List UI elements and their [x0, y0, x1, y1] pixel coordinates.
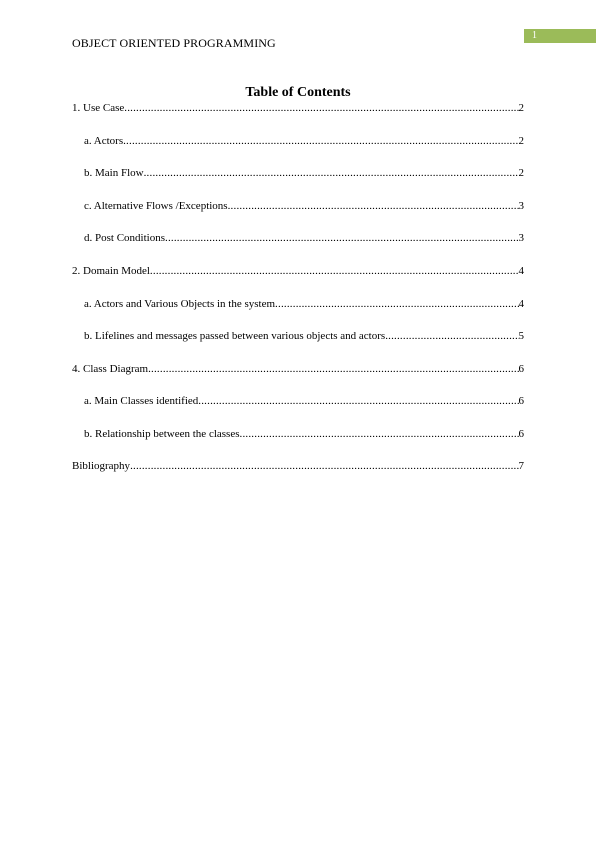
toc-dot-leader — [144, 165, 519, 181]
toc-entry-text: b. Relationship between the classes — [84, 428, 240, 440]
toc-entry-post-conditions[interactable] — [84, 230, 524, 246]
toc-entry-page: 7 — [518, 460, 524, 472]
toc-entry-main-flow[interactable] — [84, 165, 524, 181]
toc-entry-domain-model[interactable] — [72, 263, 524, 279]
toc-entry-page: 3 — [518, 200, 524, 212]
page-number: 1 — [532, 30, 537, 41]
toc-entry-main-classes[interactable] — [84, 393, 524, 409]
toc-title: Table of Contents — [245, 85, 351, 100]
toc-dot-leader — [275, 296, 518, 312]
toc-entry-lifelines-and-messages[interactable] — [84, 328, 524, 344]
toc-dot-leader — [240, 426, 519, 442]
toc-entry-text: a. Actors — [84, 135, 124, 147]
toc-dot-leader — [228, 198, 519, 214]
toc-dot-leader — [165, 230, 519, 246]
toc-entry-text: c. Alternative Flows /Exceptions — [84, 200, 228, 212]
toc-dot-leader — [385, 328, 518, 344]
page-number-box — [524, 29, 596, 43]
toc-dot-leader — [124, 100, 518, 116]
toc-entry-text: 4. Class Diagram — [72, 363, 149, 375]
toc-entry-use-case[interactable] — [72, 100, 524, 116]
toc-dot-leader — [198, 393, 518, 409]
toc-entry-page: 2 — [518, 135, 524, 147]
toc-entry-page: 6 — [518, 428, 524, 440]
toc-entry-actors-and-objects[interactable] — [84, 296, 524, 312]
toc-entry-text: d. Post Conditions — [84, 232, 165, 244]
toc-entry-actors[interactable] — [84, 133, 524, 149]
toc-dot-leader — [130, 458, 518, 474]
toc-entry-alternative-flows[interactable] — [84, 198, 524, 214]
toc-dot-leader — [150, 263, 519, 279]
toc-entry-text: b. Main Flow — [84, 167, 144, 179]
toc-entry-page: 6 — [518, 395, 524, 407]
toc-entry-text: b. Lifelines and messages passed between various objects and actors — [84, 330, 386, 342]
toc-entry-text: 1. Use Case — [72, 102, 125, 114]
toc-entry-text: 2. Domain Model — [72, 265, 150, 277]
toc-entry-page: 4 — [518, 298, 524, 310]
toc-entry-page: 3 — [518, 232, 524, 244]
toc-dot-leader — [148, 361, 518, 377]
toc-dot-leader — [123, 133, 518, 149]
toc-entry-page: 5 — [518, 330, 524, 342]
toc-entry-text: a. Main Classes identified — [84, 395, 199, 407]
toc-entry-page: 4 — [518, 265, 524, 277]
toc-entry-text: Bibliography — [72, 460, 131, 472]
toc-entry-page: 2 — [518, 167, 524, 179]
toc-entry-page: 2 — [518, 102, 524, 114]
toc-entry-relationship-between-classes[interactable] — [84, 426, 524, 442]
toc-entry-text: a. Actors and Various Objects in the system — [84, 298, 276, 310]
toc-entry-page: 6 — [518, 363, 524, 375]
toc-entry-class-diagram[interactable] — [72, 361, 524, 377]
toc-entry-bibliography[interactable] — [72, 458, 524, 474]
running-header: OBJECT ORIENTED PROGRAMMING — [72, 36, 276, 50]
